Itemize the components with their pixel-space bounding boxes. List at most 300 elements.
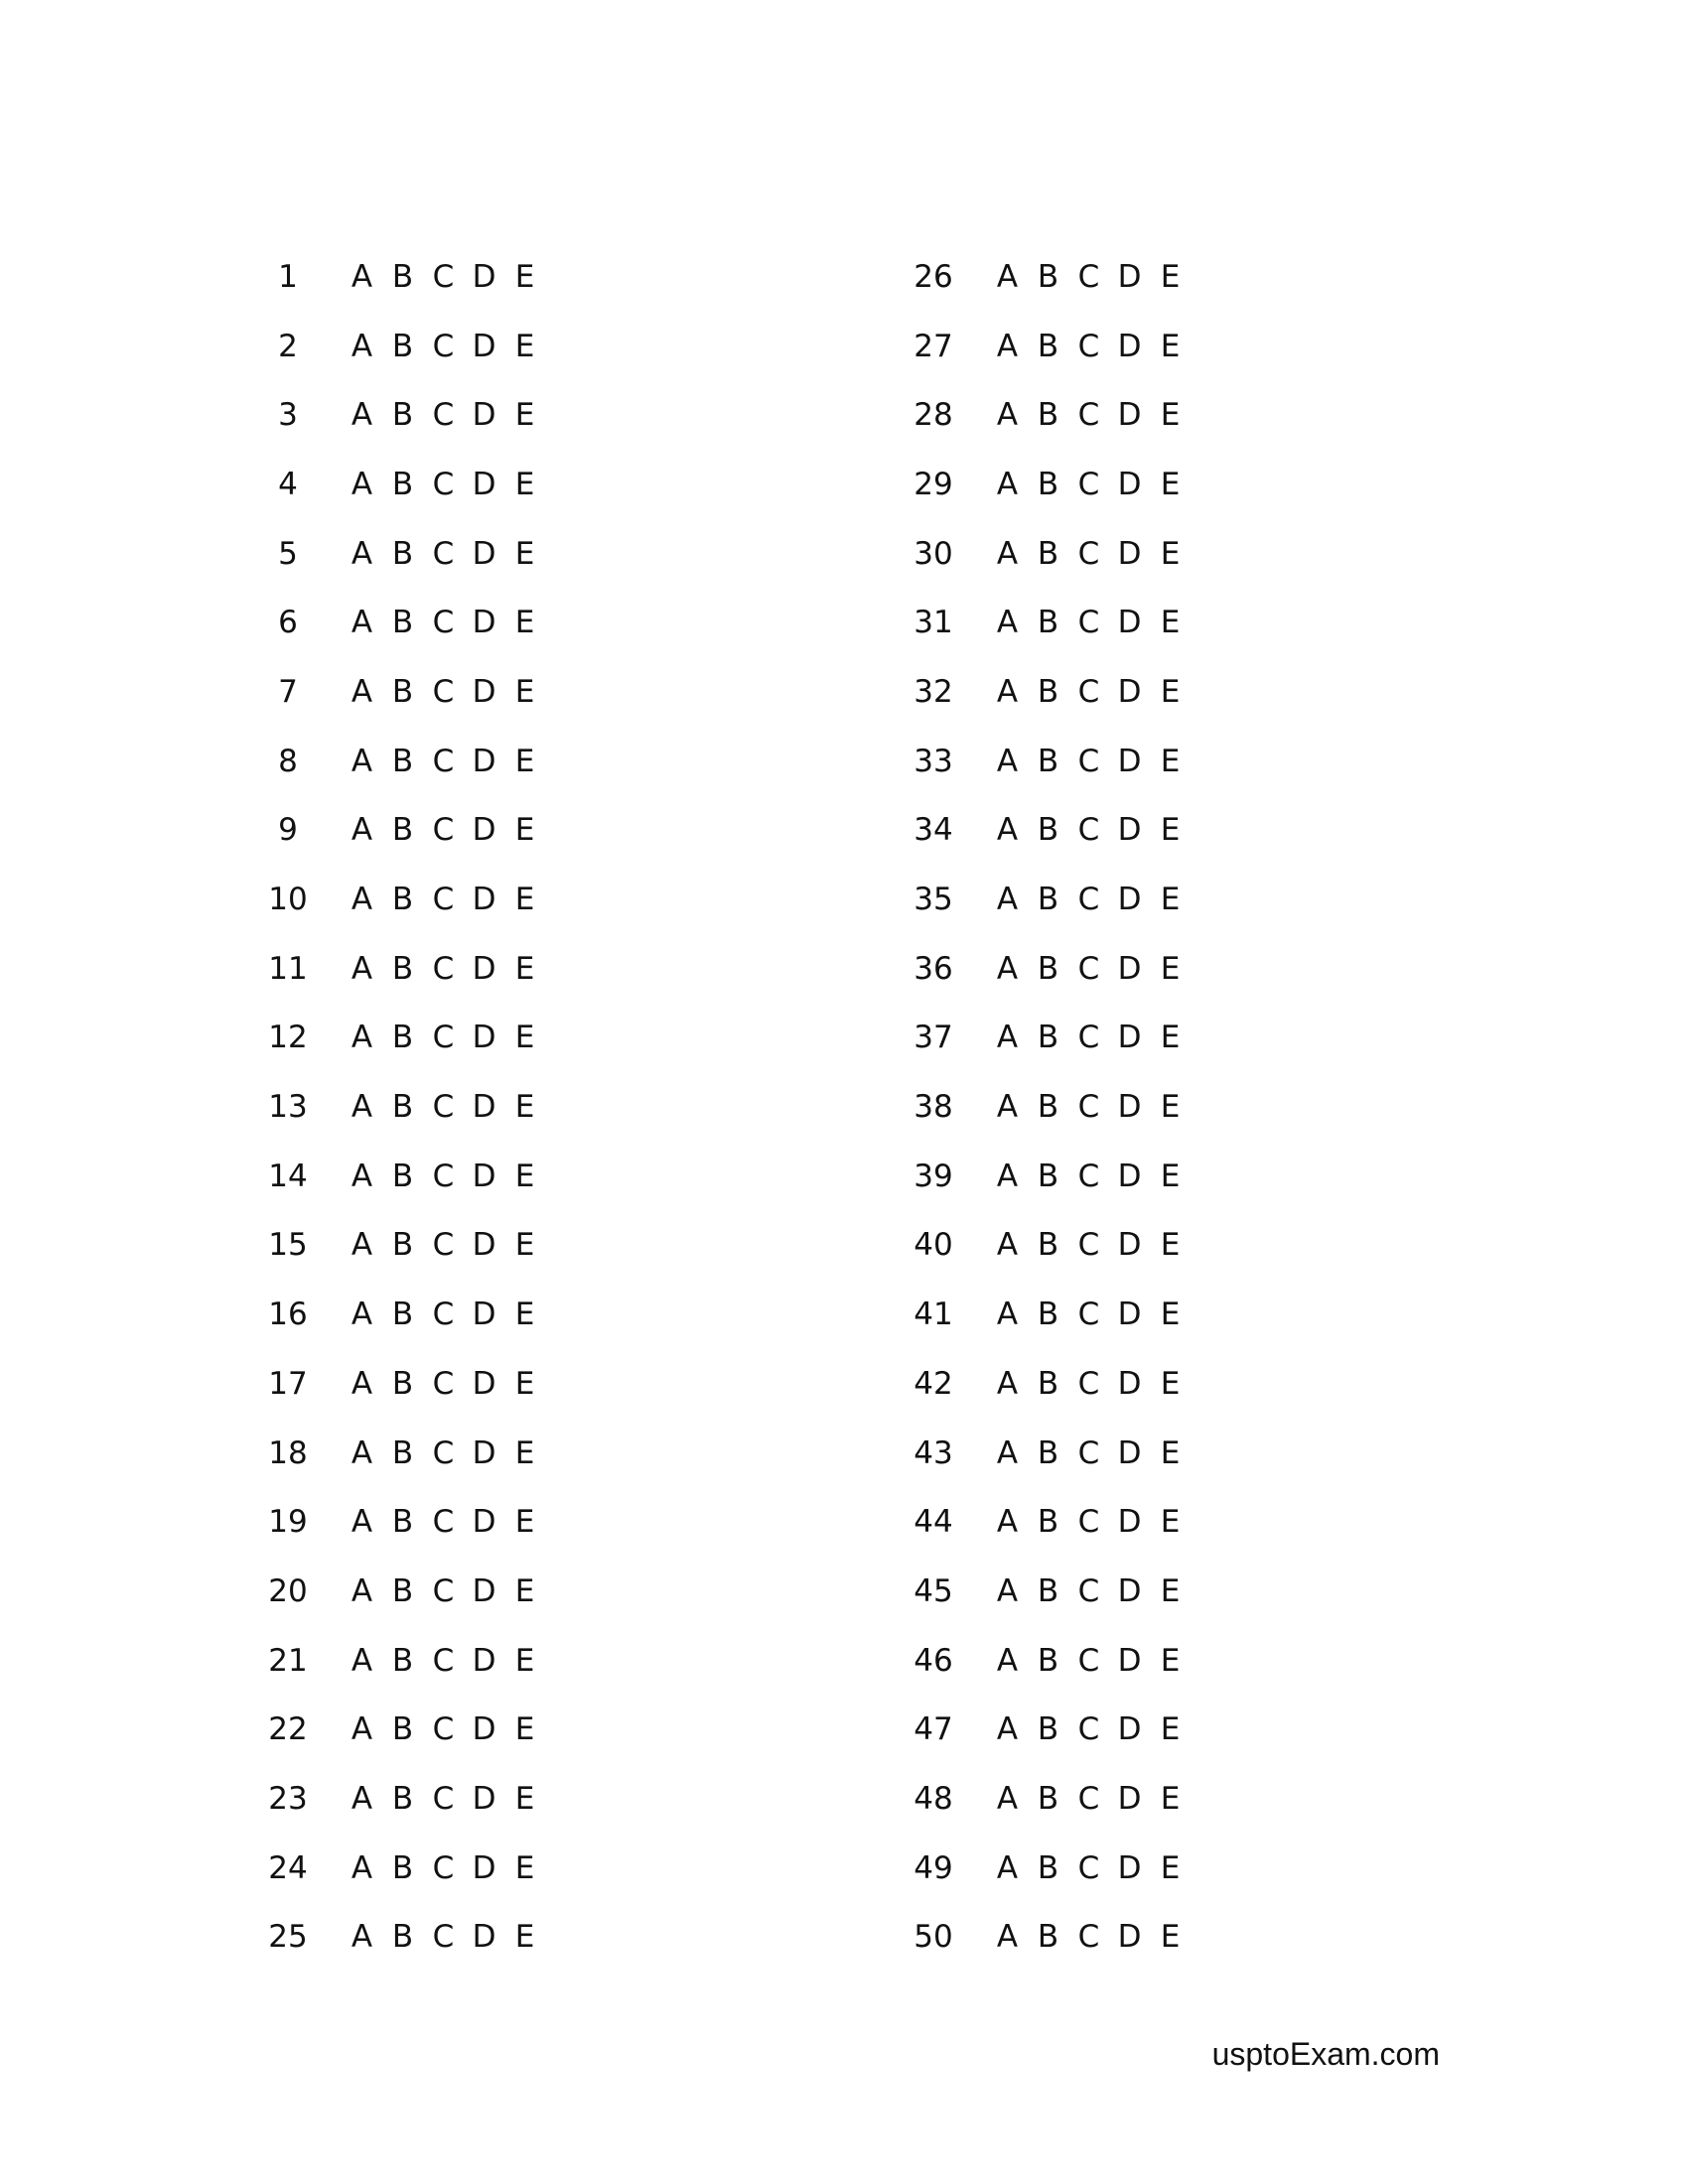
- choice-a[interactable]: A: [351, 673, 373, 710]
- choice-b[interactable]: B: [391, 1020, 414, 1056]
- choice-a[interactable]: A: [351, 1572, 373, 1609]
- choice-c[interactable]: C: [432, 1297, 455, 1333]
- choice-a[interactable]: A: [996, 1572, 1019, 1609]
- choice-e[interactable]: E: [1160, 950, 1181, 987]
- choice-e[interactable]: E: [514, 397, 535, 434]
- answer-choices: [987, 605, 1191, 640]
- choice-b[interactable]: B: [1037, 1572, 1059, 1609]
- choice-c[interactable]: C: [1077, 1434, 1100, 1471]
- choice-d[interactable]: D: [472, 1297, 496, 1333]
- choice-b[interactable]: B: [1037, 882, 1059, 918]
- choice-a[interactable]: A: [351, 1711, 373, 1748]
- choice-a[interactable]: A: [996, 328, 1019, 364]
- choice-c[interactable]: C: [1077, 258, 1100, 295]
- choice-c[interactable]: C: [432, 1572, 455, 1609]
- choice-b[interactable]: B: [391, 258, 414, 295]
- choice-c[interactable]: C: [1077, 466, 1100, 502]
- choice-e[interactable]: E: [514, 1849, 535, 1886]
- choice-d[interactable]: D: [472, 882, 496, 918]
- answer-choices: [342, 674, 545, 710]
- choice-d[interactable]: D: [472, 1642, 496, 1679]
- choice-e[interactable]: E: [1160, 1504, 1181, 1541]
- choice-a[interactable]: A: [996, 1849, 1019, 1886]
- choice-e[interactable]: E: [1160, 258, 1181, 295]
- choice-c[interactable]: C: [1077, 743, 1100, 779]
- choice-a[interactable]: A: [351, 1642, 373, 1679]
- answer-row: [906, 588, 1191, 657]
- choice-c[interactable]: C: [1077, 1089, 1100, 1126]
- choice-e[interactable]: E: [514, 1089, 535, 1126]
- choice-c[interactable]: C: [1077, 1780, 1100, 1817]
- choice-b[interactable]: B: [391, 1504, 414, 1541]
- choice-d[interactable]: D: [1117, 1297, 1142, 1333]
- choice-e[interactable]: E: [1160, 397, 1181, 434]
- choice-e[interactable]: E: [1160, 743, 1181, 779]
- choice-e[interactable]: E: [1160, 1919, 1181, 1956]
- choice-d[interactable]: D: [472, 605, 496, 641]
- choice-b[interactable]: B: [1037, 535, 1059, 572]
- choice-c[interactable]: C: [432, 535, 455, 572]
- answer-row: [260, 657, 545, 727]
- choice-a[interactable]: A: [351, 328, 373, 364]
- choice-a[interactable]: A: [351, 882, 373, 918]
- choice-b[interactable]: B: [1037, 950, 1059, 987]
- choice-d[interactable]: D: [1117, 743, 1142, 779]
- choice-d[interactable]: D: [472, 1849, 496, 1886]
- choice-c[interactable]: C: [1077, 673, 1100, 710]
- choice-b[interactable]: B: [1037, 605, 1059, 641]
- choice-b[interactable]: B: [391, 1365, 414, 1402]
- answer-choices: [342, 1919, 545, 1955]
- choice-a[interactable]: A: [996, 1919, 1019, 1956]
- choice-b[interactable]: B: [391, 1919, 414, 1956]
- choice-a[interactable]: A: [351, 1365, 373, 1402]
- choice-a[interactable]: A: [996, 1297, 1019, 1333]
- choice-d[interactable]: D: [472, 397, 496, 434]
- choice-b[interactable]: B: [1037, 1297, 1059, 1333]
- choice-a[interactable]: A: [996, 1020, 1019, 1056]
- choice-b[interactable]: B: [1037, 1780, 1059, 1817]
- answer-choices: [342, 536, 545, 572]
- choice-d[interactable]: D: [1117, 1020, 1142, 1056]
- question-number: 6: [278, 605, 298, 641]
- choice-d[interactable]: D: [472, 328, 496, 364]
- answer-choices: [342, 1504, 545, 1540]
- choice-d[interactable]: D: [1117, 466, 1142, 502]
- choice-e[interactable]: E: [1160, 1849, 1181, 1886]
- choice-c[interactable]: C: [1077, 882, 1100, 918]
- question-number: 47: [914, 1711, 953, 1748]
- choice-b[interactable]: B: [1037, 1849, 1059, 1886]
- question-number: 48: [914, 1780, 953, 1817]
- choice-e[interactable]: E: [1160, 882, 1181, 918]
- choice-e[interactable]: E: [1160, 1642, 1181, 1679]
- choice-c[interactable]: C: [1077, 1642, 1100, 1679]
- choice-b[interactable]: B: [1037, 743, 1059, 779]
- choice-a[interactable]: A: [351, 1227, 373, 1264]
- answer-choices: [342, 1435, 545, 1471]
- choice-d[interactable]: D: [1117, 882, 1142, 918]
- choice-a[interactable]: A: [351, 1780, 373, 1817]
- choice-d[interactable]: D: [1117, 1711, 1142, 1748]
- choice-b[interactable]: B: [1037, 673, 1059, 710]
- choice-c[interactable]: C: [1077, 535, 1100, 572]
- choice-a[interactable]: A: [351, 950, 373, 987]
- choice-b[interactable]: B: [391, 882, 414, 918]
- choice-d[interactable]: D: [472, 950, 496, 987]
- choice-c[interactable]: C: [432, 1020, 455, 1056]
- choice-d[interactable]: D: [1117, 1849, 1142, 1886]
- choice-c[interactable]: C: [432, 1158, 455, 1194]
- choice-e[interactable]: E: [1160, 535, 1181, 572]
- choice-a[interactable]: A: [996, 397, 1019, 434]
- choice-d[interactable]: D: [1117, 812, 1142, 849]
- answer-choices: [342, 951, 545, 987]
- choice-b[interactable]: B: [391, 1572, 414, 1609]
- choice-c[interactable]: C: [432, 1365, 455, 1402]
- choice-e[interactable]: E: [514, 950, 535, 987]
- choice-c[interactable]: C: [1077, 1849, 1100, 1886]
- choice-e[interactable]: E: [514, 1642, 535, 1679]
- question-number: 44: [914, 1504, 953, 1541]
- choice-c[interactable]: C: [1077, 1158, 1100, 1194]
- choice-d[interactable]: D: [472, 258, 496, 295]
- answer-choices: [987, 1781, 1191, 1817]
- choice-b[interactable]: B: [391, 812, 414, 849]
- choice-e[interactable]: E: [1160, 1158, 1181, 1194]
- question-number: 50: [914, 1919, 953, 1956]
- choice-d[interactable]: D: [472, 1572, 496, 1609]
- choice-a[interactable]: A: [996, 1089, 1019, 1126]
- choice-d[interactable]: D: [1117, 950, 1142, 987]
- choice-b[interactable]: B: [1037, 258, 1059, 295]
- choice-b[interactable]: B: [391, 535, 414, 572]
- choice-b[interactable]: B: [1037, 397, 1059, 434]
- choice-d[interactable]: D: [472, 1919, 496, 1956]
- choice-a[interactable]: A: [351, 1089, 373, 1126]
- choice-c[interactable]: C: [432, 1849, 455, 1886]
- choice-a[interactable]: A: [351, 535, 373, 572]
- choice-c[interactable]: C: [1077, 1297, 1100, 1333]
- footer-site: usptoExam.com: [1211, 2036, 1440, 2072]
- choice-c[interactable]: C: [1077, 1919, 1100, 1956]
- choice-a[interactable]: A: [996, 1158, 1019, 1194]
- answer-row: [906, 796, 1191, 866]
- choice-e[interactable]: E: [514, 743, 535, 779]
- choice-d[interactable]: D: [472, 1227, 496, 1264]
- question-number: 22: [268, 1711, 308, 1748]
- choice-b[interactable]: B: [1037, 466, 1059, 502]
- choice-d[interactable]: D: [472, 1365, 496, 1402]
- choice-c[interactable]: C: [432, 1089, 455, 1126]
- choice-c[interactable]: C: [432, 1642, 455, 1679]
- choice-a[interactable]: A: [351, 1849, 373, 1886]
- choice-c[interactable]: C: [432, 466, 455, 502]
- choice-e[interactable]: E: [1160, 605, 1181, 641]
- choice-e[interactable]: E: [1160, 1089, 1181, 1126]
- choice-c[interactable]: C: [432, 882, 455, 918]
- choice-e[interactable]: E: [514, 535, 535, 572]
- choice-b[interactable]: B: [391, 673, 414, 710]
- choice-a[interactable]: A: [996, 1504, 1019, 1541]
- choice-a[interactable]: A: [351, 1297, 373, 1333]
- choice-b[interactable]: B: [391, 1158, 414, 1194]
- choice-a[interactable]: A: [351, 258, 373, 295]
- answer-choices: [342, 329, 545, 364]
- question-number: 20: [268, 1572, 308, 1609]
- choice-b[interactable]: B: [391, 466, 414, 502]
- choice-d[interactable]: D: [472, 1780, 496, 1817]
- choice-d[interactable]: D: [1117, 1572, 1142, 1609]
- choice-d[interactable]: D: [1117, 535, 1142, 572]
- choice-c[interactable]: C: [1077, 1711, 1100, 1748]
- question-number: 37: [914, 1020, 953, 1056]
- choice-c[interactable]: C: [1077, 1365, 1100, 1402]
- answer-row: [260, 519, 545, 589]
- answer-choices: [342, 812, 545, 848]
- question-number: 3: [278, 397, 298, 434]
- choice-e[interactable]: E: [514, 1158, 535, 1194]
- choice-b[interactable]: B: [391, 950, 414, 987]
- choice-a[interactable]: A: [351, 605, 373, 641]
- choice-b[interactable]: B: [391, 1434, 414, 1471]
- choice-c[interactable]: C: [1077, 605, 1100, 641]
- choice-e[interactable]: E: [1160, 466, 1181, 502]
- choice-b[interactable]: B: [1037, 812, 1059, 849]
- choice-b[interactable]: B: [1037, 1020, 1059, 1056]
- choice-b[interactable]: B: [1037, 1919, 1059, 1956]
- choice-d[interactable]: D: [472, 812, 496, 849]
- answer-row: [906, 1626, 1191, 1696]
- choice-c[interactable]: C: [1077, 328, 1100, 364]
- choice-b[interactable]: B: [391, 1642, 414, 1679]
- choice-a[interactable]: A: [996, 743, 1019, 779]
- choice-d[interactable]: D: [1117, 328, 1142, 364]
- choice-e[interactable]: E: [514, 1919, 535, 1956]
- choice-e[interactable]: E: [1160, 1227, 1181, 1264]
- answer-choices: [342, 1297, 545, 1332]
- choice-c[interactable]: C: [1077, 1504, 1100, 1541]
- choice-b[interactable]: B: [1037, 1504, 1059, 1541]
- question-number: 40: [914, 1227, 953, 1264]
- choice-a[interactable]: A: [996, 605, 1019, 641]
- answer-choices: [342, 467, 545, 502]
- answer-row: [260, 1764, 545, 1834]
- choice-a[interactable]: A: [351, 743, 373, 779]
- choice-b[interactable]: B: [391, 328, 414, 364]
- choice-e[interactable]: E: [514, 466, 535, 502]
- choice-e[interactable]: E: [514, 1020, 535, 1056]
- choice-d[interactable]: D: [1117, 1089, 1142, 1126]
- choice-e[interactable]: E: [514, 605, 535, 641]
- choice-c[interactable]: C: [432, 397, 455, 434]
- choice-b[interactable]: B: [391, 743, 414, 779]
- choice-e[interactable]: E: [514, 882, 535, 918]
- choice-d[interactable]: D: [472, 466, 496, 502]
- question-number: 27: [914, 328, 953, 364]
- choice-a[interactable]: A: [996, 812, 1019, 849]
- choice-b[interactable]: B: [391, 1297, 414, 1333]
- choice-d[interactable]: D: [1117, 1158, 1142, 1194]
- choice-c[interactable]: C: [1077, 397, 1100, 434]
- choice-c[interactable]: C: [432, 743, 455, 779]
- choice-b[interactable]: B: [391, 1711, 414, 1748]
- choice-c[interactable]: C: [1077, 950, 1100, 987]
- choice-b[interactable]: B: [391, 605, 414, 641]
- choice-e[interactable]: E: [514, 812, 535, 849]
- answer-row: [906, 1211, 1191, 1281]
- choice-c[interactable]: C: [1077, 812, 1100, 849]
- choice-c[interactable]: C: [432, 328, 455, 364]
- choice-a[interactable]: A: [996, 466, 1019, 502]
- choice-e[interactable]: E: [514, 673, 535, 710]
- choice-a[interactable]: A: [996, 1227, 1019, 1264]
- question-number: 10: [268, 882, 308, 918]
- choice-a[interactable]: A: [996, 950, 1019, 987]
- choice-c[interactable]: C: [432, 812, 455, 849]
- choice-a[interactable]: A: [351, 1434, 373, 1471]
- choice-a[interactable]: A: [996, 535, 1019, 572]
- choice-d[interactable]: D: [472, 1158, 496, 1194]
- answer-row: [260, 1695, 545, 1764]
- choice-e[interactable]: E: [1160, 328, 1181, 364]
- choice-b[interactable]: B: [1037, 1089, 1059, 1126]
- choice-c[interactable]: C: [432, 605, 455, 641]
- choice-e[interactable]: E: [1160, 1780, 1181, 1817]
- answer-choices: [987, 1227, 1191, 1263]
- choice-e[interactable]: E: [514, 1297, 535, 1333]
- choice-d[interactable]: D: [472, 535, 496, 572]
- choice-c[interactable]: C: [432, 1919, 455, 1956]
- answer-row: [906, 1142, 1191, 1211]
- choice-d[interactable]: D: [472, 743, 496, 779]
- question-number: 25: [268, 1919, 308, 1956]
- choice-d[interactable]: D: [1117, 1504, 1142, 1541]
- choice-b[interactable]: B: [1037, 1227, 1059, 1264]
- choice-c[interactable]: C: [432, 1780, 455, 1817]
- answer-choices: [987, 812, 1191, 848]
- choice-a[interactable]: A: [351, 1020, 373, 1056]
- choice-e[interactable]: E: [1160, 1365, 1181, 1402]
- choice-d[interactable]: D: [472, 1089, 496, 1126]
- choice-d[interactable]: D: [472, 1020, 496, 1056]
- choice-a[interactable]: A: [351, 397, 373, 434]
- choice-a[interactable]: A: [351, 812, 373, 849]
- choice-e[interactable]: E: [514, 1711, 535, 1748]
- choice-d[interactable]: D: [1117, 1919, 1142, 1956]
- answer-choices: [342, 882, 545, 917]
- choice-e[interactable]: E: [1160, 1572, 1181, 1609]
- question-number: 43: [914, 1434, 953, 1471]
- answer-choices: [987, 536, 1191, 572]
- choice-b[interactable]: B: [391, 397, 414, 434]
- answer-row: [260, 1903, 545, 1973]
- answer-row: [260, 865, 545, 934]
- choice-d[interactable]: D: [1117, 1642, 1142, 1679]
- question-number: 2: [278, 328, 298, 364]
- choice-e[interactable]: E: [514, 1504, 535, 1541]
- choice-c[interactable]: C: [1077, 1227, 1100, 1264]
- choice-e[interactable]: E: [1160, 812, 1181, 849]
- choice-e[interactable]: E: [1160, 1020, 1181, 1056]
- choice-d[interactable]: D: [472, 1711, 496, 1748]
- choice-c[interactable]: C: [432, 1434, 455, 1471]
- choice-c[interactable]: C: [432, 673, 455, 710]
- answer-choices: [987, 1643, 1191, 1679]
- choice-a[interactable]: A: [996, 1711, 1019, 1748]
- choice-c[interactable]: C: [432, 1504, 455, 1541]
- choice-d[interactable]: D: [1117, 1434, 1142, 1471]
- choice-d[interactable]: D: [472, 1434, 496, 1471]
- choice-d[interactable]: D: [1117, 673, 1142, 710]
- choice-b[interactable]: B: [1037, 1711, 1059, 1748]
- choice-a[interactable]: A: [351, 1919, 373, 1956]
- choice-c[interactable]: C: [432, 950, 455, 987]
- choice-e[interactable]: E: [514, 258, 535, 295]
- choice-d[interactable]: D: [1117, 605, 1142, 641]
- choice-a[interactable]: A: [996, 1642, 1019, 1679]
- choice-b[interactable]: B: [1037, 328, 1059, 364]
- choice-a[interactable]: A: [996, 1434, 1019, 1471]
- choice-b[interactable]: B: [391, 1849, 414, 1886]
- question-number: 13: [268, 1089, 308, 1126]
- answer-row: [906, 1557, 1191, 1626]
- choice-a[interactable]: A: [351, 1158, 373, 1194]
- choice-d[interactable]: D: [1117, 1365, 1142, 1402]
- choice-a[interactable]: A: [351, 466, 373, 502]
- choice-a[interactable]: A: [996, 1365, 1019, 1402]
- choice-d[interactable]: D: [1117, 258, 1142, 295]
- choice-e[interactable]: E: [1160, 1434, 1181, 1471]
- choice-c[interactable]: C: [432, 1227, 455, 1264]
- choice-d[interactable]: D: [1117, 1227, 1142, 1264]
- choice-b[interactable]: B: [391, 1089, 414, 1126]
- choice-a[interactable]: A: [996, 1780, 1019, 1817]
- choice-e[interactable]: E: [514, 328, 535, 364]
- choice-b[interactable]: B: [1037, 1642, 1059, 1679]
- choice-a[interactable]: A: [351, 1504, 373, 1541]
- choice-e[interactable]: E: [1160, 1297, 1181, 1333]
- choice-b[interactable]: B: [1037, 1158, 1059, 1194]
- choice-c[interactable]: C: [432, 1711, 455, 1748]
- choice-e[interactable]: E: [514, 1227, 535, 1264]
- answer-row: [906, 1903, 1191, 1973]
- choice-c[interactable]: C: [1077, 1020, 1100, 1056]
- choice-e[interactable]: E: [1160, 1711, 1181, 1748]
- choice-b[interactable]: B: [1037, 1434, 1059, 1471]
- choice-c[interactable]: C: [1077, 1572, 1100, 1609]
- choice-d[interactable]: D: [472, 1504, 496, 1541]
- choice-b[interactable]: B: [1037, 1365, 1059, 1402]
- choice-d[interactable]: D: [1117, 1780, 1142, 1817]
- answer-row: [260, 1349, 545, 1419]
- choice-a[interactable]: A: [996, 673, 1019, 710]
- choice-e[interactable]: E: [514, 1780, 535, 1817]
- answer-row: [260, 934, 545, 1004]
- choice-b[interactable]: B: [391, 1780, 414, 1817]
- choice-e[interactable]: E: [1160, 673, 1181, 710]
- choice-e[interactable]: E: [514, 1365, 535, 1402]
- choice-e[interactable]: E: [514, 1572, 535, 1609]
- choice-b[interactable]: B: [391, 1227, 414, 1264]
- choice-a[interactable]: A: [996, 882, 1019, 918]
- choice-d[interactable]: D: [472, 673, 496, 710]
- choice-c[interactable]: C: [432, 258, 455, 295]
- choice-e[interactable]: E: [514, 1434, 535, 1471]
- choice-d[interactable]: D: [1117, 397, 1142, 434]
- question-number: 31: [914, 605, 953, 641]
- choice-a[interactable]: A: [996, 258, 1019, 295]
